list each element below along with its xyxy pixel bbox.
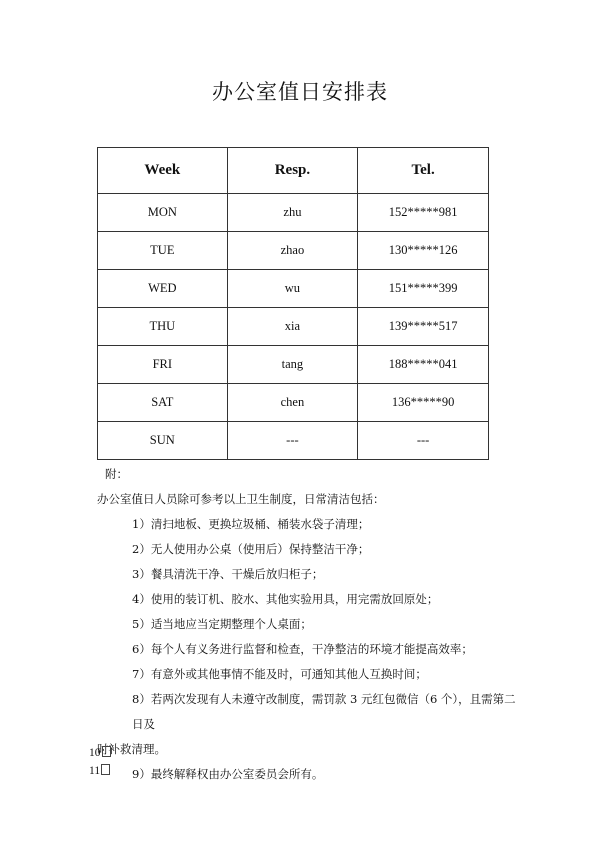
list-item: 7）有意外或其他事情不能及时，可通知其他人互换时间； — [132, 667, 427, 681]
list-item: 3）餐具清洗干净、干燥后放归柜子； — [132, 567, 324, 581]
cell-week: SAT — [98, 384, 228, 422]
list-item: 8）若两次发现有人未遵守改制度，需罚款 3 元红包微信（6 个），且需第二日及 — [132, 692, 516, 731]
table-row — [98, 346, 489, 384]
duty-table — [97, 147, 489, 460]
table-row — [98, 422, 489, 460]
cell-week: MON — [98, 194, 228, 232]
cell-resp: xia — [227, 308, 358, 346]
cell-tel: 139*****517 — [358, 308, 489, 346]
line-10: 10 — [89, 744, 111, 762]
cell-tel: 130*****126 — [358, 232, 489, 270]
cell-tel: 152*****981 — [358, 194, 489, 232]
notes-label: 附： — [105, 467, 128, 481]
notes-intro: 办公室值日人员除可参考以上卫生制度，日常清洁包括： — [97, 492, 385, 506]
cell-tel: 188*****041 — [358, 346, 489, 384]
cell-week: FRI — [98, 346, 228, 384]
cell-week: TUE — [98, 232, 228, 270]
list-item: 4）使用的装订机、胶水、其他实验用具，用完需放回原处； — [132, 592, 439, 606]
cell-tel: --- — [358, 422, 489, 460]
header-resp: Resp. — [227, 148, 358, 194]
cleaning-notes — [97, 462, 517, 787]
cell-resp: zhao — [227, 232, 358, 270]
list-item: 2）无人使用办公桌（使用后）保持整洁干净； — [132, 542, 370, 556]
cell-resp: tang — [227, 346, 358, 384]
cell-week: THU — [98, 308, 228, 346]
cell-week: WED — [98, 270, 228, 308]
table-row — [98, 384, 489, 422]
table-row — [98, 232, 489, 270]
table-row — [98, 308, 489, 346]
list-item-continuation: 时补救清理。 — [97, 742, 166, 756]
cell-resp: --- — [227, 422, 358, 460]
placeholder-box-icon — [101, 764, 110, 775]
cell-resp: wu — [227, 270, 358, 308]
cell-tel: 136*****90 — [358, 384, 489, 422]
trailing-lines — [89, 744, 111, 780]
placeholder-box-icon — [102, 746, 111, 757]
table-row — [98, 194, 489, 232]
line-11: 11 — [89, 762, 111, 780]
list-item: 9）最终解释权由办公室委员会所有。 — [132, 767, 324, 781]
cell-week: SUN — [98, 422, 228, 460]
header-tel: Tel. — [358, 148, 489, 194]
list-item: 6）每个人有义务进行监督和检查，干净整洁的环境才能提高效率； — [132, 642, 473, 656]
list-item: 5）适当地应当定期整理个人桌面； — [132, 617, 312, 631]
header-week: Week — [98, 148, 228, 194]
cell-tel: 151*****399 — [358, 270, 489, 308]
table-header-row — [98, 148, 489, 194]
cell-resp: zhu — [227, 194, 358, 232]
cell-resp: chen — [227, 384, 358, 422]
page-title: 办公室值日安排表 — [212, 80, 388, 104]
table-row — [98, 270, 489, 308]
list-item: 1）清扫地板、更换垃圾桶、桶装水袋子清理； — [132, 517, 370, 531]
